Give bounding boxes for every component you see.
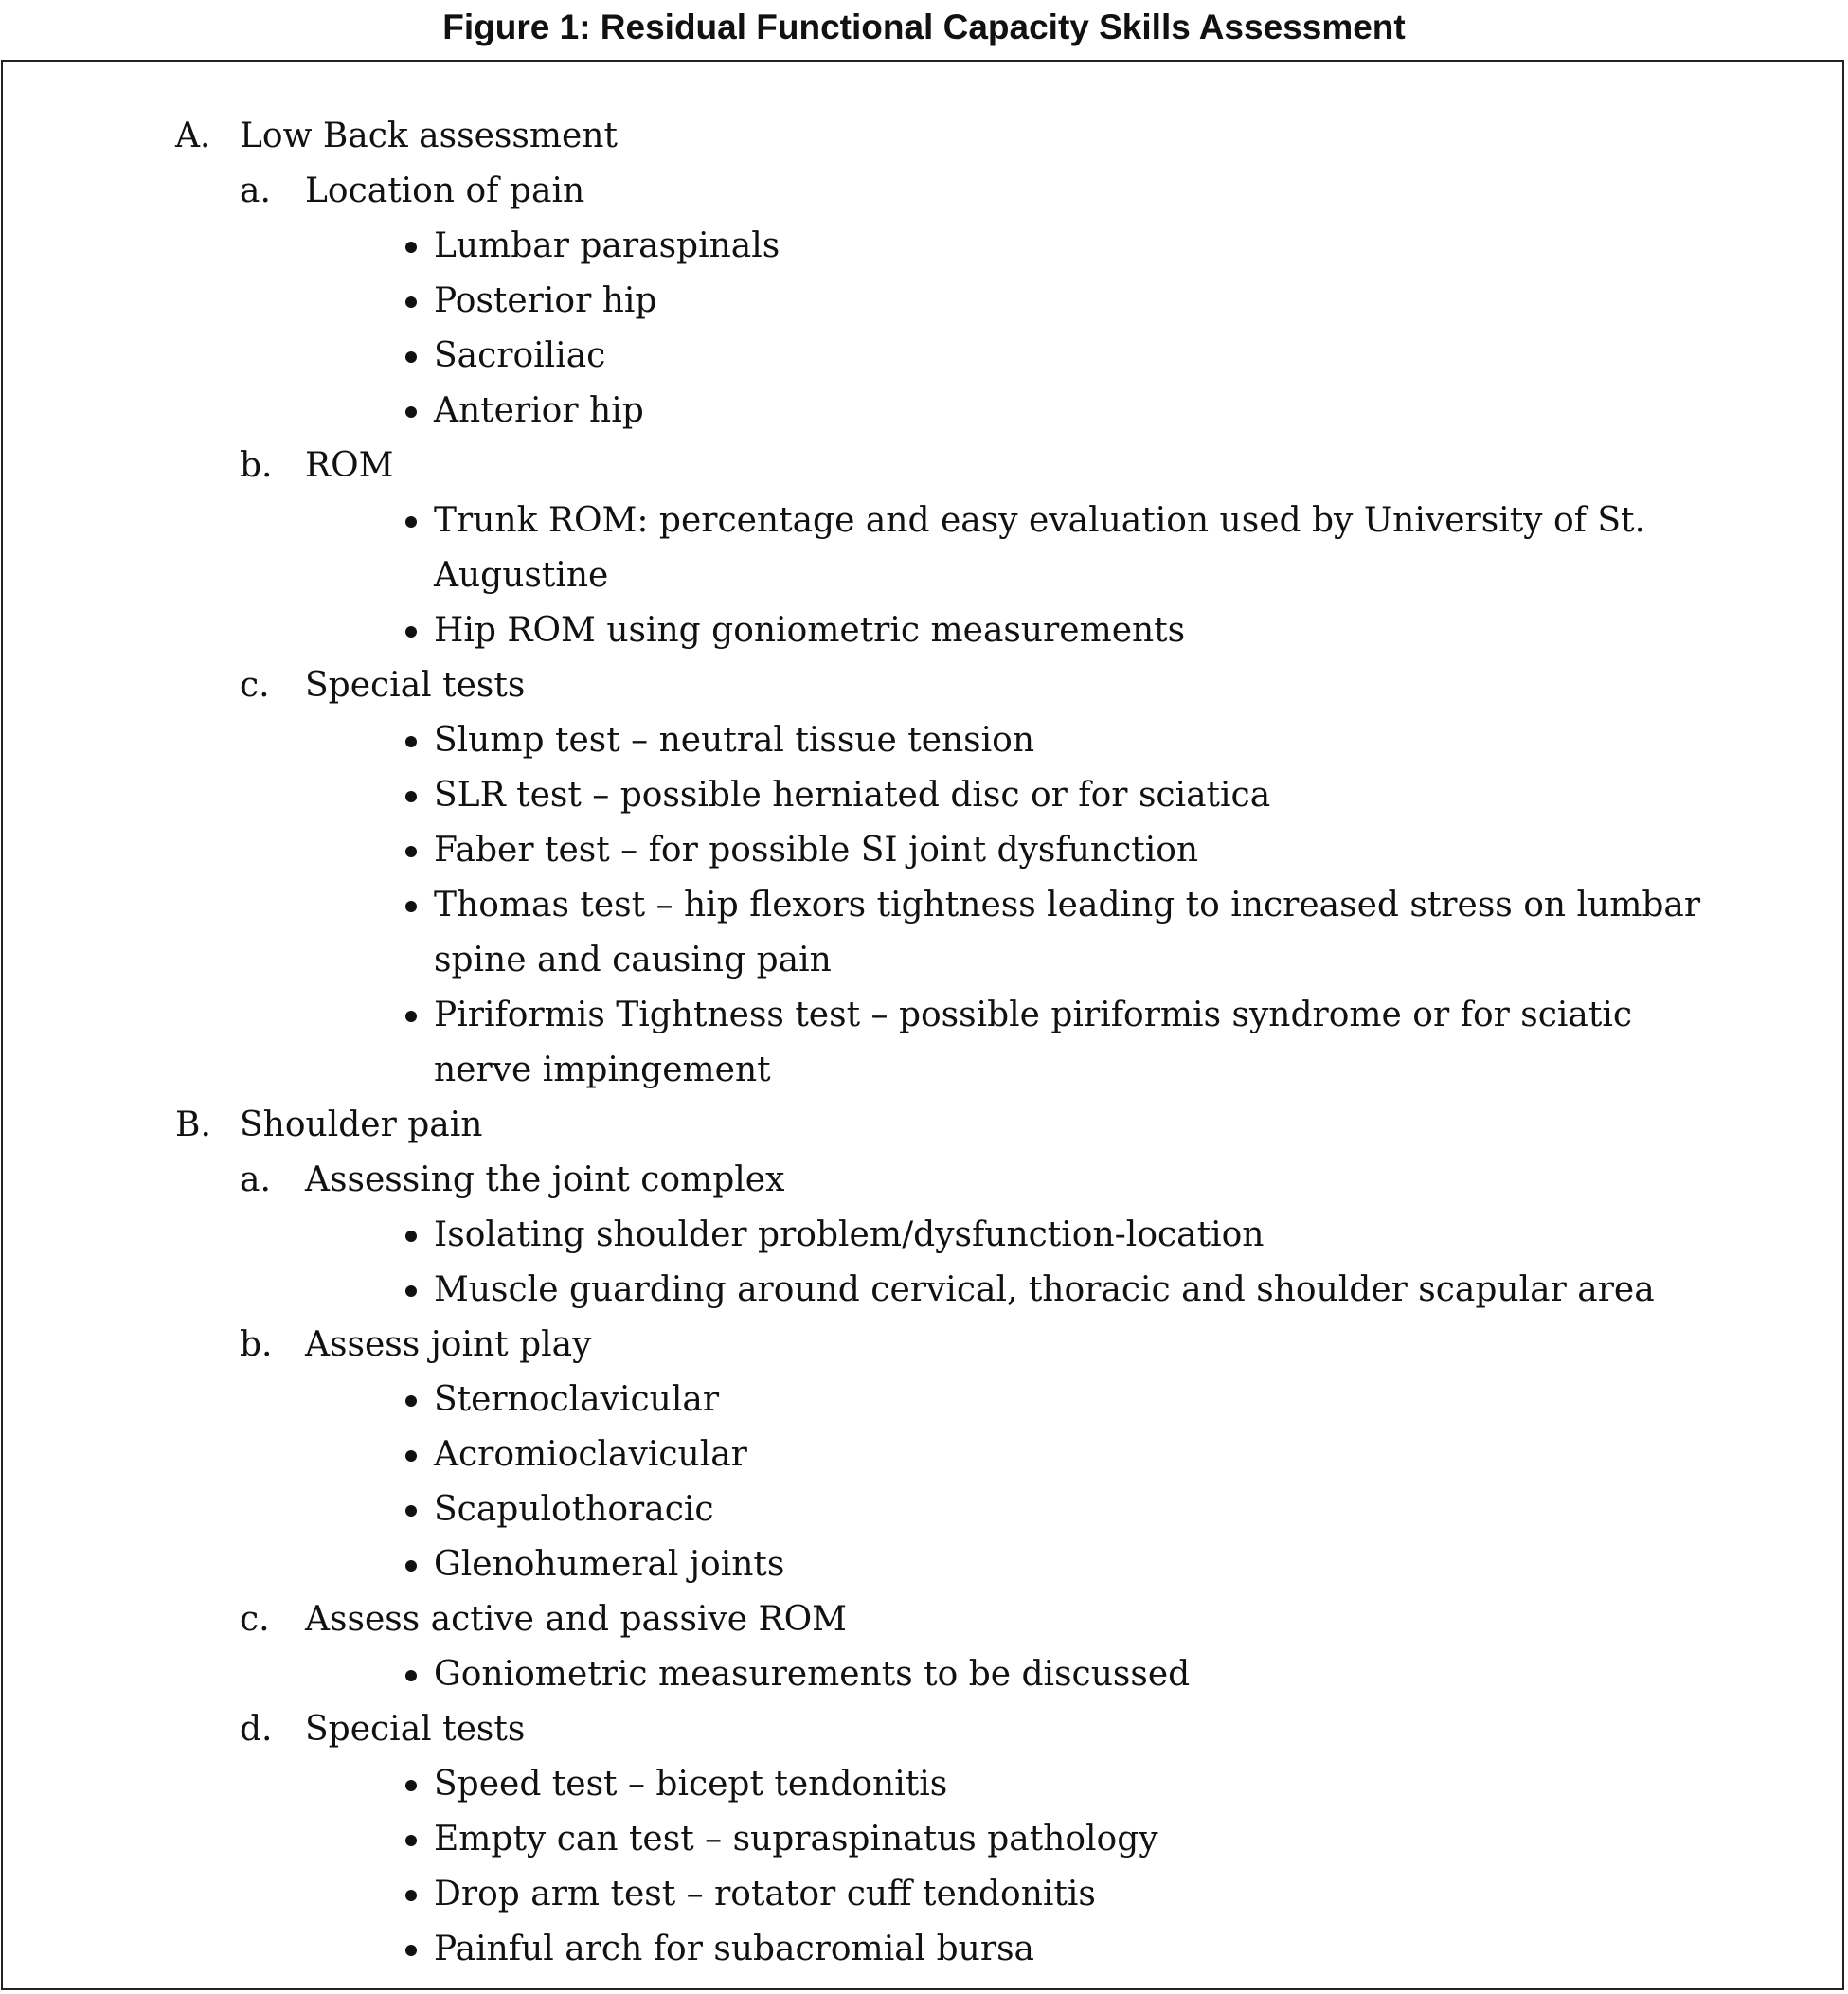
outline-subsection	[0, 164, 1848, 439]
bullet-list	[0, 494, 1848, 658]
bullet-item	[0, 274, 1713, 329]
bullet-dot-icon	[405, 406, 417, 418]
bullet-text: Acromioclavicular	[434, 1435, 747, 1474]
outline-subsection	[0, 1592, 1848, 1702]
subsection-label: Special tests	[305, 666, 526, 705]
bullet-text: Drop arm test – rotator cuff tendonitis	[434, 1875, 1096, 1913]
bullet-text: SLR test – possible herniated disc or for sciatica	[434, 776, 1271, 815]
bullet-dot-icon	[405, 351, 417, 363]
bullet-dot-icon	[405, 846, 417, 857]
bullet-item	[0, 768, 1713, 823]
bullet-dot-icon	[405, 296, 417, 308]
bullet-item	[0, 384, 1713, 439]
bullet-item	[0, 1208, 1713, 1263]
section-heading	[0, 1098, 1848, 1153]
bullet-dot-icon	[405, 736, 417, 747]
outline-subsection	[0, 1153, 1848, 1318]
bullet-list	[0, 1208, 1848, 1318]
subsection-label: Special tests	[305, 1710, 526, 1749]
bullet-dot-icon	[405, 901, 417, 912]
bullet-text: Faber test – for possible SI joint dysfunction	[434, 831, 1199, 870]
bullet-item	[0, 1757, 1713, 1812]
bullet-dot-icon	[405, 1560, 417, 1572]
subsection-label: Assessing the joint complex	[305, 1160, 785, 1199]
section-marker: A.	[175, 117, 211, 155]
bullet-text: Goniometric measurements to be discussed	[434, 1655, 1191, 1694]
subsection-marker: a.	[240, 1160, 271, 1199]
outline-subsection	[0, 658, 1848, 1098]
bullet-text: Anterior hip	[434, 391, 644, 430]
bullet-list	[0, 1647, 1848, 1702]
section-marker: B.	[175, 1105, 211, 1144]
subsection-heading	[0, 1153, 1848, 1208]
bullet-dot-icon	[405, 1395, 417, 1407]
figure-title: Figure 1: Residual Functional Capacity Skills Assessment	[442, 8, 1406, 46]
bullet-list	[0, 713, 1848, 1098]
subsection-heading	[0, 164, 1848, 219]
bullet-item	[0, 1428, 1713, 1482]
bullet-dot-icon	[405, 1890, 417, 1901]
subsection-marker: b.	[240, 446, 273, 485]
bullet-item	[0, 329, 1713, 384]
subsection-heading	[0, 439, 1848, 494]
bullet-item	[0, 219, 1713, 274]
bullet-text: Posterior hip	[434, 281, 657, 320]
bullet-text: Thomas test – hip flexors tightness leading to increased stress on lumbar spine and causing pain	[434, 886, 1701, 979]
outline-subsection	[0, 1318, 1848, 1592]
bullet-item	[0, 1867, 1713, 1922]
bullet-item	[0, 878, 1713, 988]
bullet-dot-icon	[405, 1670, 417, 1681]
subsection-label: ROM	[305, 446, 394, 485]
bullet-dot-icon	[405, 1450, 417, 1462]
bullet-item	[0, 1922, 1713, 1977]
bullet-text: Hip ROM using goniometric measurements	[434, 611, 1186, 650]
subsection-marker: c.	[240, 666, 270, 705]
subsection-marker: d.	[240, 1710, 273, 1749]
subsection-label: Assess active and passive ROM	[305, 1600, 848, 1639]
bullet-text: Muscle guarding around cervical, thoracic and shoulder scapular area	[434, 1270, 1655, 1309]
bullet-text: Scapulothoracic	[434, 1490, 714, 1529]
bullet-item	[0, 1373, 1713, 1428]
bullet-text: Sternoclavicular	[434, 1380, 720, 1419]
outline-section	[0, 109, 1848, 1098]
bullet-text: Trunk ROM: percentage and easy evaluation used by University of St. Augustine	[434, 501, 1645, 595]
outline-section	[0, 1098, 1848, 1977]
subsection-heading	[0, 1318, 1848, 1373]
bullet-text: Piriformis Tightness test – possible piriformis syndrome or for sciatic nerve impingement	[434, 996, 1633, 1089]
bullet-item	[0, 1263, 1713, 1318]
bullet-item	[0, 603, 1713, 658]
bullet-item	[0, 823, 1713, 878]
bullet-dot-icon	[405, 516, 417, 528]
bullet-dot-icon	[405, 1780, 417, 1791]
bullet-item	[0, 494, 1713, 603]
subsection-marker: b.	[240, 1325, 273, 1364]
bullet-item	[0, 713, 1713, 768]
subsection-label: Location of pain	[305, 171, 585, 210]
outline-subsection	[0, 439, 1848, 658]
section-label: Shoulder pain	[240, 1105, 483, 1144]
outline-subsection	[0, 1702, 1848, 1977]
bullet-item	[0, 1482, 1713, 1537]
subsection-heading	[0, 1702, 1848, 1757]
bullet-list	[0, 1373, 1848, 1592]
bullet-text: Speed test – bicept tendonitis	[434, 1765, 948, 1804]
subsection-marker: c.	[240, 1600, 270, 1639]
bullet-dot-icon	[405, 791, 417, 802]
bullet-text: Isolating shoulder problem/dysfunction-location	[434, 1215, 1265, 1254]
section-label: Low Back assessment	[240, 117, 618, 155]
section-heading	[0, 109, 1848, 164]
bullet-item	[0, 988, 1713, 1098]
bullet-list	[0, 219, 1848, 439]
bullet-text: Empty can test – supraspinatus pathology	[434, 1820, 1158, 1859]
subsection-label: Assess joint play	[305, 1325, 592, 1364]
bullet-text: Glenohumeral joints	[434, 1545, 785, 1584]
bullet-dot-icon	[405, 1835, 417, 1846]
bullet-dot-icon	[405, 626, 417, 638]
bullet-text: Slump test – neutral tissue tension	[434, 721, 1035, 760]
bullet-item	[0, 1647, 1713, 1702]
bullet-dot-icon	[405, 1945, 417, 1956]
bullet-dot-icon	[405, 1505, 417, 1517]
bullet-item	[0, 1537, 1713, 1592]
bullet-dot-icon	[405, 242, 417, 253]
bullet-list	[0, 1757, 1848, 1977]
subsection-heading	[0, 1592, 1848, 1647]
bullet-dot-icon	[405, 1285, 417, 1297]
bullet-dot-icon	[405, 1231, 417, 1242]
bullet-text: Sacroiliac	[434, 336, 606, 375]
subsection-heading	[0, 658, 1848, 713]
bullet-text: Painful arch for subacromial bursa	[434, 1930, 1035, 1968]
subsection-marker: a.	[240, 171, 271, 210]
bullet-item	[0, 1812, 1713, 1867]
assessment-outline	[0, 109, 1848, 1977]
bullet-text: Lumbar paraspinals	[434, 226, 780, 265]
bullet-dot-icon	[405, 1011, 417, 1022]
